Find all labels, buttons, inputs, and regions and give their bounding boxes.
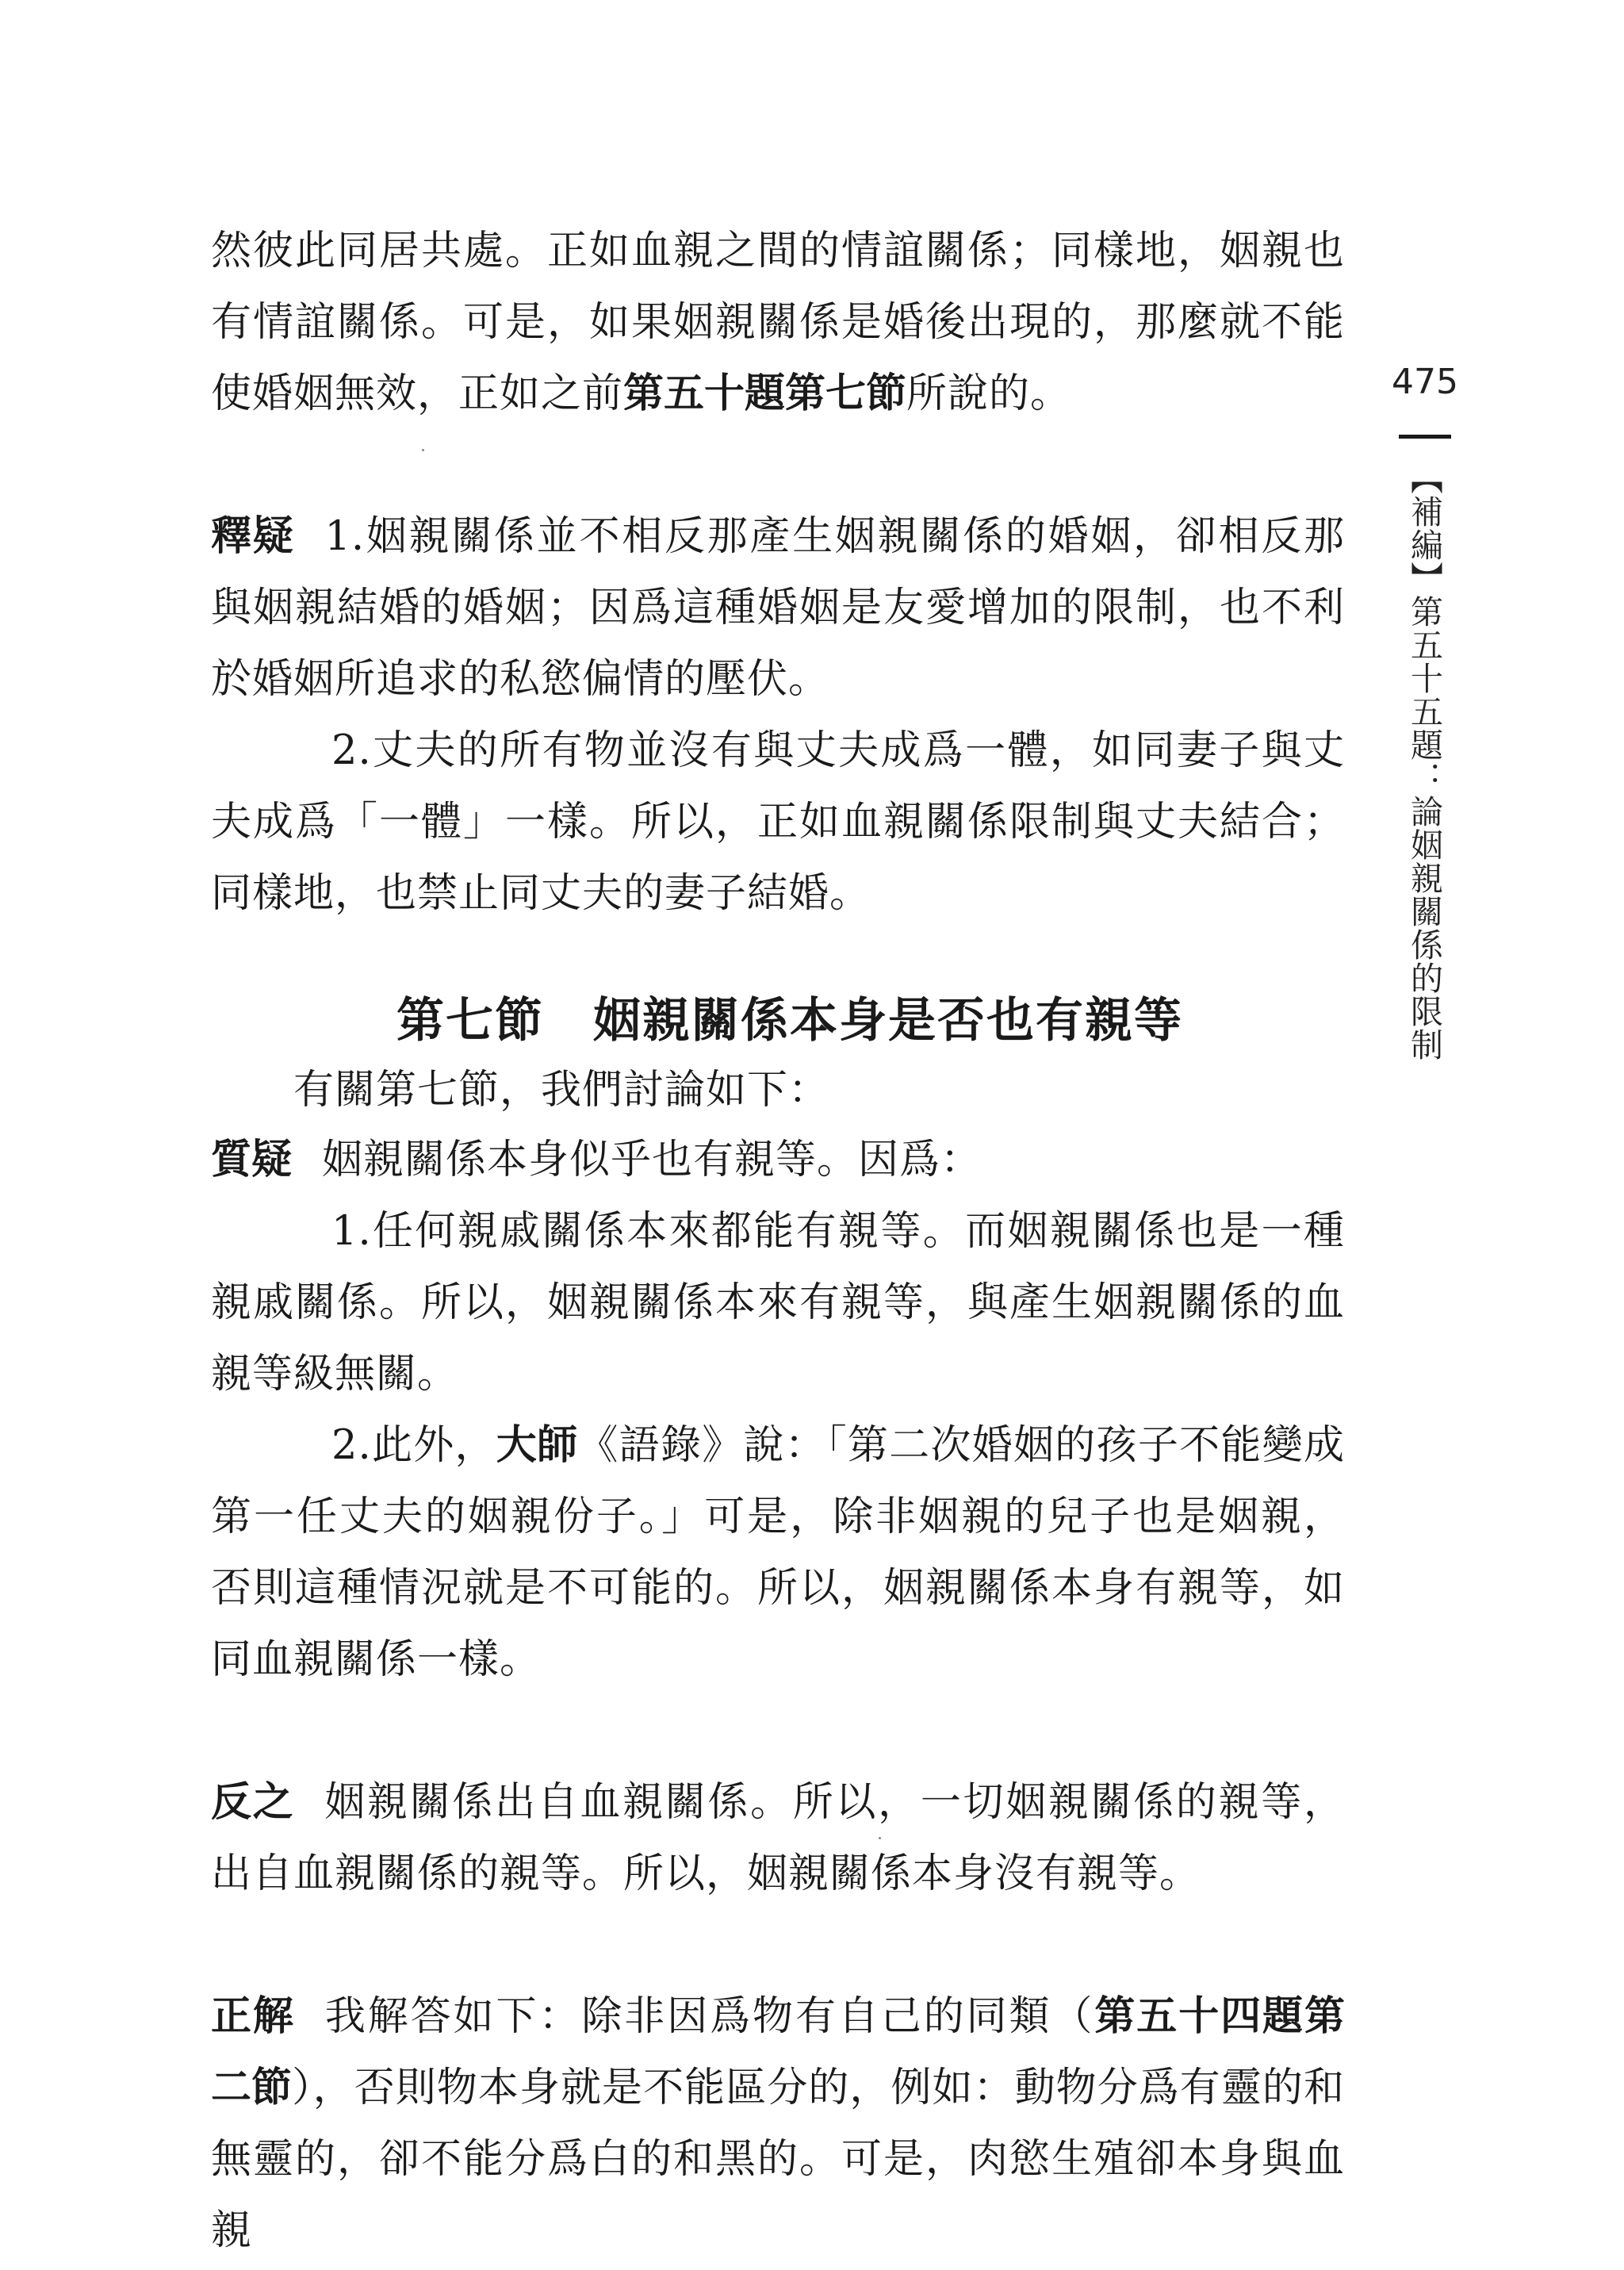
paragraph-text: 2.此外， bbox=[331, 1422, 496, 1469]
reply-label: 釋疑 bbox=[211, 513, 295, 560]
paragraph-text: 1.姻親關係並不相反那產生姻親關係的婚姻，卻相反那與姻親結婚的婚姻；因爲這種婚姻是友愛增加的限制，也不利於婚姻所追求的私慾偏情的壓伏。 bbox=[211, 513, 1345, 703]
answer-paragraph bbox=[211, 1981, 1345, 2267]
running-header: 【補編】第五十五題：論姻親關係的限制 bbox=[1405, 462, 1443, 1061]
cross-reference: 第五十題第七節 bbox=[623, 370, 907, 417]
cross-reference: 第五十四題第二節 bbox=[211, 1993, 1345, 2111]
paragraph-text: 《語錄》說：「第二次婚姻的孩子不能變成第一任丈夫的姻親份子。」可是，除非姻親的兒子也是姻親，否則這種情況就是不可能的。所以，姻親關係本身有親等，如同血親關係一樣。 bbox=[211, 1422, 1345, 1683]
paragraph-text: 然彼此同居共處。正如血親之間的情誼關係；同樣地，姻親也有情誼關係。可是，如果姻親關係是婚後出現的，那麼就不能使婚姻無效，正如之前 bbox=[211, 228, 1345, 417]
spacer bbox=[211, 1910, 1345, 1981]
objection-paragraph bbox=[211, 1125, 1345, 1196]
spacer bbox=[211, 930, 1345, 985]
objection-1 bbox=[211, 1196, 1345, 1410]
paragraph-text: 所說的。 bbox=[906, 370, 1072, 417]
paragraph-text: 姻親關係本身似乎也有親等。因爲： bbox=[322, 1137, 982, 1183]
answer-label: 正解 bbox=[211, 1993, 295, 2040]
scan-speck bbox=[879, 1837, 881, 1839]
paragraph-text: 2.丈夫的所有物並沒有與丈夫成爲一體，如同妻子與丈夫成爲「一體」一樣。所以，正如血親關係限制與丈夫結合；同樣地，也禁止同丈夫的妻子結婚。 bbox=[211, 727, 1345, 917]
paragraph-continuation bbox=[211, 216, 1345, 430]
section-intro: 有關第七節，我們討論如下： bbox=[293, 1067, 830, 1114]
reply-paragraph-1 bbox=[211, 501, 1345, 715]
contrary-paragraph bbox=[211, 1767, 1345, 1910]
paragraph-text: 姻親關係出自血親關係。所以，一切姻親關係的親等，出自血親關係的親等。所以，姻親關係本身沒有親等。 bbox=[211, 1779, 1345, 1897]
spacer bbox=[211, 430, 1345, 501]
objection-label: 質疑 bbox=[211, 1137, 293, 1183]
header-rule bbox=[1399, 435, 1451, 439]
paragraph-text: 我解答如下：除非因爲物有自己的同類（ bbox=[324, 1993, 1095, 2040]
section-title: 第七節 姻親關係本身是否也有親等 bbox=[396, 993, 1183, 1049]
paragraph-text: 1.任何親戚關係本來都能有親等。而姻親關係也是一種親戚關係。所以，姻親關係本來有親等，與產生姻親關係的血親等級無關。 bbox=[211, 1208, 1345, 1398]
scan-speck bbox=[422, 449, 424, 451]
author-name: 大師 bbox=[496, 1422, 578, 1469]
body-text bbox=[211, 216, 1345, 2267]
spacer bbox=[211, 1696, 1345, 1767]
reply-paragraph-2 bbox=[211, 715, 1345, 930]
page-number: 475 bbox=[1392, 362, 1458, 402]
paragraph-text: ），否則物本身就是不能區分的，例如：動物分爲有靈的和無靈的，卻不能分爲白的和黑的。可是，肉慾生殖卻本身與血親 bbox=[211, 2065, 1345, 2254]
contrary-label: 反之 bbox=[211, 1779, 295, 1826]
objection-2 bbox=[211, 1410, 1345, 1696]
